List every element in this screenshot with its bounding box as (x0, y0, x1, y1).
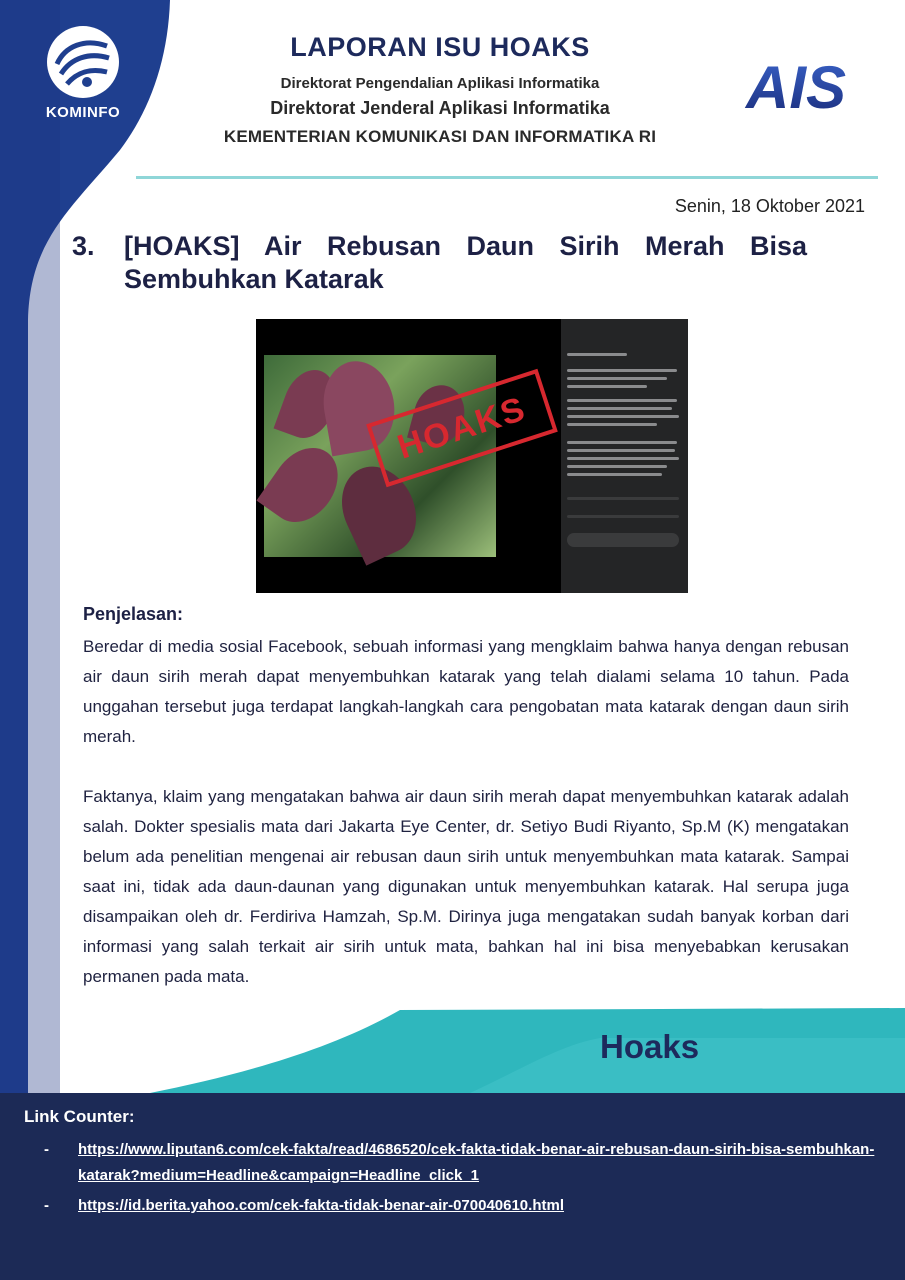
kominfo-logo (28, 24, 138, 134)
report-date: Senin, 18 Oktober 2021 (674, 196, 865, 216)
report-header (170, 32, 710, 147)
directorate-general-line: Direktorat Jenderal Aplikasi Informatika (270, 98, 610, 118)
ministry-line: KEMENTERIAN KOMUNIKASI DAN INFORMATIKA RI (223, 127, 657, 146)
kominfo-emblem-icon (45, 24, 121, 100)
link-counter-list (24, 1137, 881, 1219)
link-counter-footer (0, 1093, 905, 1280)
list-dash: - (44, 1197, 49, 1214)
directorate-line: Direktorat Pengendalian Aplikasi Informatika (280, 75, 600, 92)
explanation-paragraph-2: Faktanya, klaim yang mengatakan bahwa air daun sirih merah dapat menyembuhkan katarak adalah salah. Dokter spesialis mata dari Jakarta Eye Center, dr. Setiyo Budi Riyanto, Sp.M (K) mengatakan belum ada penelitian mengenai air rebusan daun sirih untuk menyembuhkan mata katarak. Sampai saat ini, tidak ada daun-daunan yang digunakan untuk menyembuhkan katarak. Hal serupa juga disampaikan oleh dr. Ferdiriva Hamzah, Sp.M. Dirinya juga mengatakan sudah banyak korban dari informasi yang salah terkait air sirih untuk mata, bahkan hal ini bisa menyebabkan kerusakan permanen pada mata. (83, 787, 849, 986)
list-item (24, 1137, 881, 1189)
explanation-label: Penjelasan: (83, 604, 184, 624)
article-headline-text: [HOAKS] Air Rebusan Daun Sirih Merah Bisa Sembuhkan Katarak (124, 231, 807, 294)
facebook-side-panel (561, 319, 688, 593)
yahoo-link[interactable]: https://id.berita.yahoo.com/cek-fakta-tidak-benar-air-070040610.html (78, 1197, 564, 1214)
header-divider (136, 176, 878, 179)
ais-logo (744, 52, 874, 116)
article-number: 3. (72, 231, 95, 261)
ais-logo-text: AIS (746, 54, 847, 116)
list-item (24, 1193, 881, 1219)
facebook-post-screenshot (256, 319, 688, 593)
link-counter-heading: Link Counter: (24, 1107, 135, 1126)
kominfo-logo-text: KOMINFO (45, 104, 121, 121)
verdict-label: Hoaks (600, 1028, 700, 1065)
hoaks-stamp: HOAKS (366, 369, 558, 487)
report-title: LAPORAN ISU HOAKS (290, 32, 590, 62)
liputan6-link[interactable]: https://www.liputan6.com/cek-fakta/read/4686520/cek-fakta-tidak-benar-air-rebusan-daun-sirih-bisa-sembuhkan-katarak?medium=Headline&campaign=Headline_click_1 (78, 1141, 875, 1184)
article-headline (72, 230, 807, 296)
list-dash: - (44, 1141, 49, 1158)
explanation-paragraph-1: Beredar di media sosial Facebook, sebuah informasi yang mengklaim bahwa hanya dengan rebusan air daun sirih merah dapat menyembuhkan katarak yang telah dialami selama 10 tahun. Pada unggahan tersebut juga terdapat langkah-langkah cara pengobatan mata katarak dengan daun sirih merah. (83, 637, 849, 746)
